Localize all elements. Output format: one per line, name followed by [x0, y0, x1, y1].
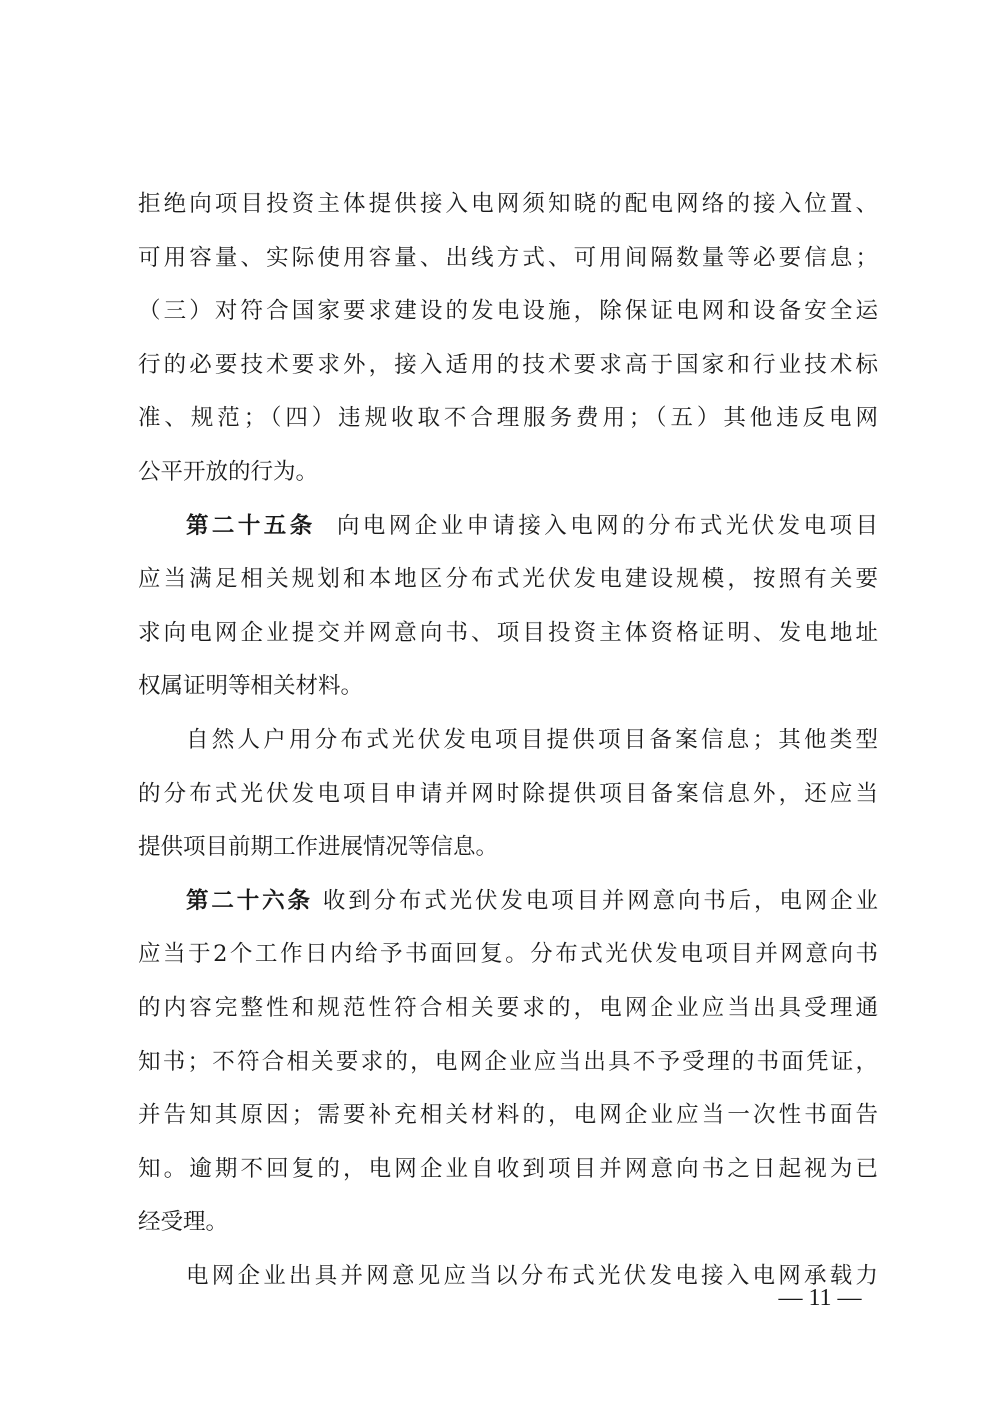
text-line: 的分布式光伏发电项目申请并网时除提供项目备案信息外，还应当	[138, 780, 878, 807]
article-26	[138, 875, 878, 1250]
text-line: 知。逾期不回复的，电网企业自收到项目并网意向书之日起视为已	[138, 1155, 878, 1182]
text-line: 应当于2个工作日内给予书面回复。分布式光伏发电项目并网意向书	[138, 941, 878, 968]
text-line: 知书；不符合相关要求的，电网企业应当出具不予受理的书面凭证，	[138, 1048, 878, 1075]
text-line: 并告知其原因；需要补充相关材料的，电网企业应当一次性书面告	[138, 1102, 878, 1129]
text-line: 拒绝向项目投资主体提供接入电网须知晓的配电网络的接入位置、	[138, 191, 878, 217]
text-line: 公平开放的行为。	[138, 458, 319, 485]
article-heading: 第二十六条	[186, 887, 313, 914]
paragraph	[138, 178, 878, 500]
text-line: 电网企业出具并网意见应当以分布式光伏发电接入电网承载力	[186, 1262, 878, 1289]
text-line	[138, 875, 878, 929]
text-span: 收到分布式光伏发电项目并网意向书后，电网企业	[322, 887, 878, 914]
article-25	[138, 500, 878, 714]
paragraph	[138, 714, 878, 875]
text-line: 行的必要技术要求外，接入适用的技术要求高于国家和行业技术标	[138, 351, 878, 378]
text-line: 权属证明等相关材料。	[138, 673, 364, 700]
page-number: — 11 —	[778, 1285, 862, 1311]
text-line: 自然人户用分布式光伏发电项目提供项目备案信息；其他类型	[186, 726, 878, 753]
text-line: 可用容量、实际使用容量、出线方式、可用间隔数量等必要信息；	[138, 244, 878, 271]
text-line: 应当满足相关规划和本地区分布式光伏发电建设规模，按照有关要	[138, 566, 878, 593]
document-body	[138, 178, 878, 1303]
article-heading: 第二十五条	[186, 512, 316, 539]
text-line: 准、规范；（四）违规收取不合理服务费用；（五）其他违反电网	[138, 405, 878, 432]
text-line: 求向电网企业提交并网意向书、项目投资主体资格证明、发电地址	[138, 619, 878, 646]
text-line	[138, 500, 878, 554]
text-line: 提供项目前期工作进展情况等信息。	[138, 834, 499, 861]
text-line: 的内容完整性和规范性符合相关要求的，电网企业应当出具受理通	[138, 994, 878, 1021]
text-line: 经受理。	[138, 1209, 229, 1236]
text-span: 向电网企业申请接入电网的分布式光伏发电项目	[336, 512, 878, 539]
text-line: （三）对符合国家要求建设的发电设施，除保证电网和设备安全运	[138, 298, 878, 325]
